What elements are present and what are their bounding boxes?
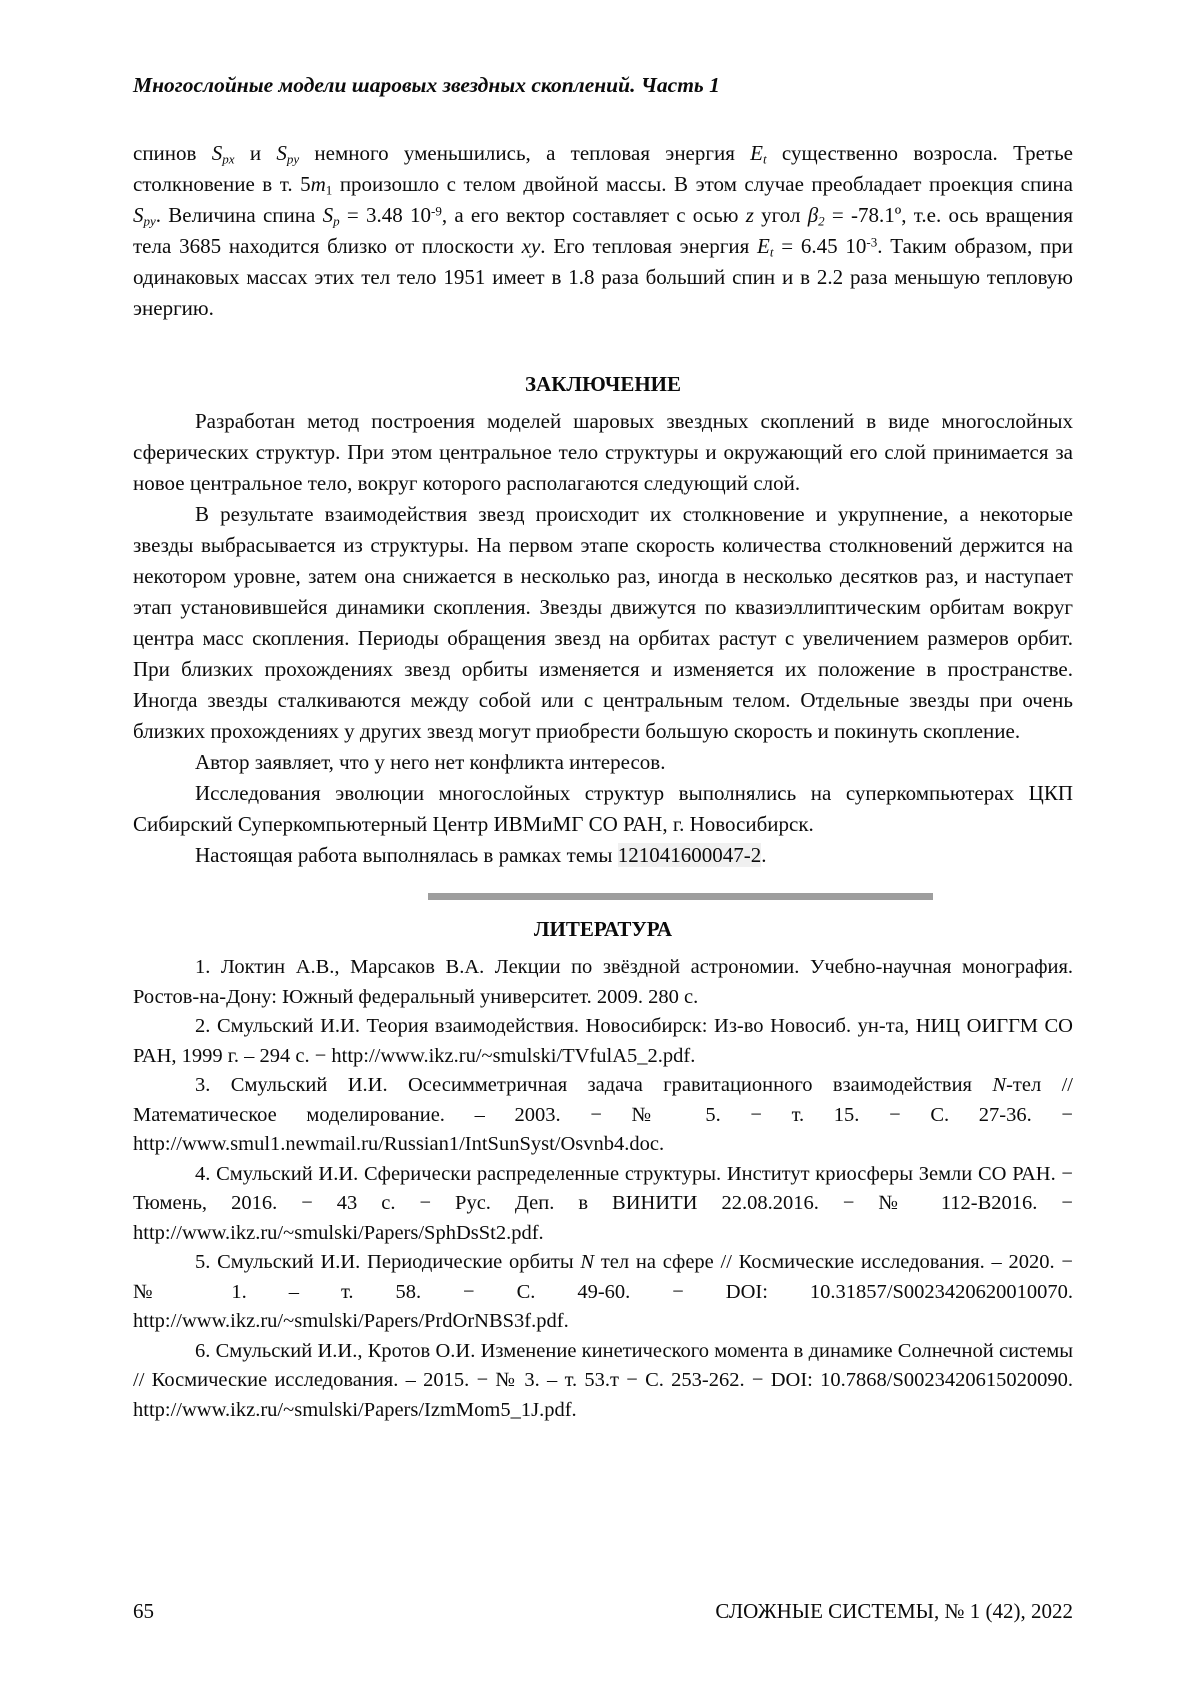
reference-item: 6. Смульский И.И., Кротов О.И. Изменение кинетического момента в динамике Солнечной системы // Космические исследования. – 2015. − № 3. – т. 53.т − С. 253-262. − DOI: 10.7868/S0023420615020090. http://www.ikz.ru/~smulski/Papers/IzmMom5_1J.pdf. [133,1339,1073,1421]
reference-item: 1. Локтин А.В., Марсаков В.А. Лекции по звёздной астрономии. Учебно-научная монография. Ростов-на-Дону: Южный федеральный университет. 2009. 280 с. [133,956,1073,1008]
paragraph-acknowledgement: Исследования эволюции многослойных структур выполнялись на суперкомпьютерах ЦКП Сибирский Суперкомпьютерный Центр ИВМиМГ СО РАН, г. Новосибирск. [133,781,1073,836]
page-content [133,0,1073,1425]
conclusion-heading: ЗАКЛЮЧЕНИЕ [524,372,682,396]
literature-heading: ЛИТЕРАТУРА [533,917,673,941]
reference-item: 4. Смульский И.И. Сферически распределенные структуры. Институт криосферы Земли СО РАН. − Тюмень, 2016. − 43 с. − Рус. Деп. в ВИНИТИ 22.08.2016. − № 112-В2016. − http://www.ikz.ru/~smulski/Papers/SphDsSt2.pdf. [133,1162,1073,1244]
reference-item: 2. Смульский И.И. Теория взаимодействия. Новосибирск: Из-во Новосиб. ун-та, НИЦ ОИГГМ СО РАН, 1999 г. – 294 с. − http://www.ikz.ru/~smulski/TVfulA5_2.pdf. [133,1015,1073,1067]
paragraph-conclusion-2: В результате взаимодействия звезд происходит их столкновение и укрупнение, а некоторые звезды выбрасывается из структуры. На первом этапе скорость количества столкновений держится на некотором уровне, затем она снижается в несколько раз, иногда в несколько десятков раз, и наступает этап установившейся динамики скопления. Звезды движутся по квазиэллиптическим орбитам вокруг центра масс скопления. Периоды обращения звезд на орбитах растут с увеличением размеров орбит. При близких прохождениях звезд орбиты изменяется и изменяется их положение в пространстве. Иногда звезды сталкиваются между собой или с центральным телом. Отдельные звезды при очень близких прохождениях у других звезд могут приобрести большую скорость и покинуть скопление. [133,502,1073,743]
paragraph-conclusion-1: Разработан метод построения моделей шаровых звездных скоплений в виде многослойных сферических структур. При этом центральное тело структуры и окружающий его слой принимается за новое центральное тело, вокруг которого располагаются следующий слой. [133,409,1073,495]
reference-list [133,953,1073,1425]
section-divider-bar [428,893,933,900]
footer-page-number: 65 [133,1599,154,1623]
running-head-title: Многослойные модели шаровых звездных скоплений. Часть 1 [133,73,720,97]
reference-item: 3. Смульский И.И. Осесимметричная задача гравитационного взаимодействия N-тел // Математическое моделирование. – 2003. − № 5. − т. 15. − С. 27-36. − http://www.smul1.newmail.ru/Russian1/IntSunSyst/Osvnb4.doc. [133,1074,1073,1155]
paragraph-funding: Настоящая работа выполнялась в рамках темы 121041600047-2. [195,843,767,867]
footer-journal-title: СЛОЖНЫЕ СИСТЕМЫ, № 1 (42), 2022 [715,1599,1073,1623]
page-footer [133,1598,1073,1624]
paragraph-conflict-statement: Автор заявляет, что у него нет конфликта интересов. [195,750,666,774]
paragraph-intro: спинов $S_{px}$ и $S_{py}$ немного уменьшились, а тепловая энергия $E_t$ существенно возросла. Третье столкновение в т. $5m_1$ произошло с телом двойной массы. В этом случае преобладает проекция спина $S_{py}$. Величина спина $S_p = 3.48$ $10^{-9}$, а его вектор составляет с осью z угол $\beta_2$ = -78.1º, т.е. ось вращения тела 3685 находится близко от плоскости xy. Его тепловая энергия $E_t = 6.45$ $10^{-3}$. Таким образом, при одинаковых массах этих тел тело 1951 имеет в 1.8 раза больший спин и в 2.2 раза меньшую тепловую энергию. [133,141,1074,320]
reference-item: 5. Смульский И.И. Периодические орбиты N тел на сфере // Космические исследования. – 2020. − № 1. – т. 58. − С. 49-60. − DOI: 10.31857/S0023420620010070. http://www.ikz.ru/~smulski/Papers/PrdOrNBS3f.pdf. [133,1251,1073,1332]
